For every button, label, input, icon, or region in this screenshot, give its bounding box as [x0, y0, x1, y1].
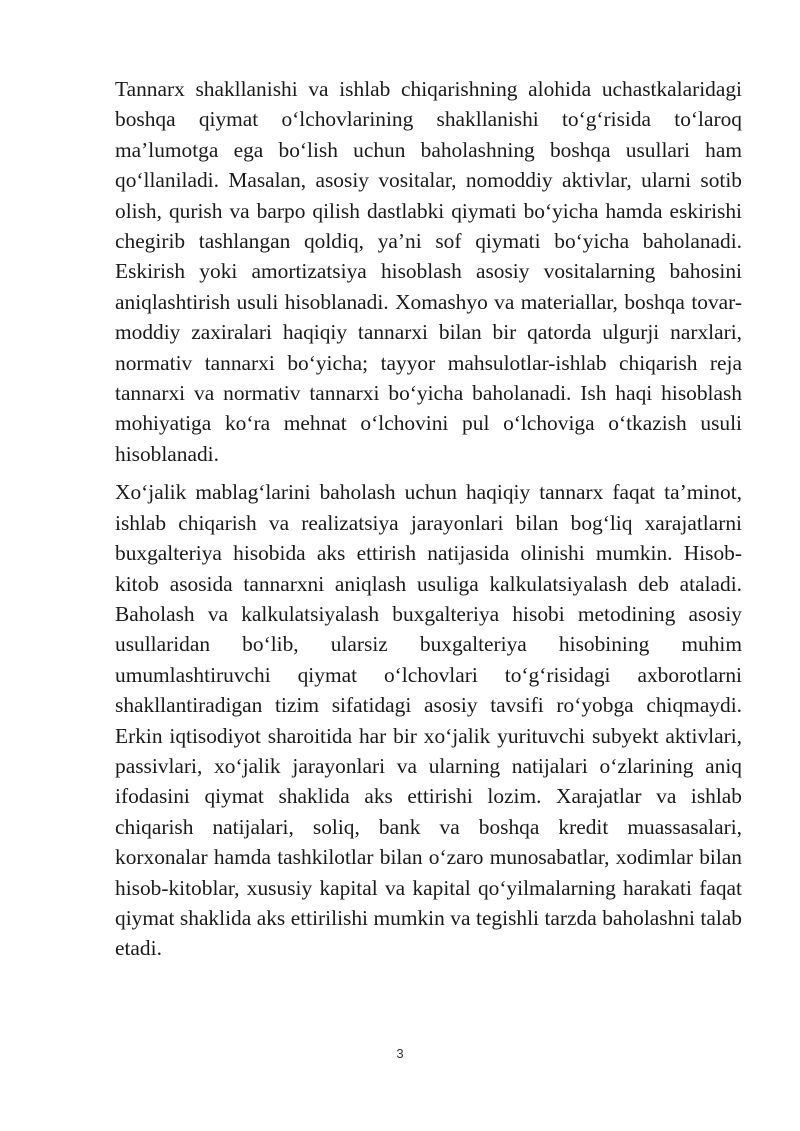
paragraph-2: Xo‘jalik mablag‘larini baholash uchun haqiqiy tannarx faqat ta’minot, ishlab chiqarish va realizatsiya jarayonlari bilan bog‘liq xarajatlarni buxgalteriya hisobida aks ettirish natijasida olinishi mumkin. Hisob-kitob asosida tannarxni aniqlash usuliga kalkulatsiyalash deb ataladi. Baholash va kalkulatsiyalash buxgalteriya hisobi metodining asosiy usullaridan bo‘lib, ularsiz buxgalteriya hisobining muhim umumlashtiruvchi qiymat o‘lchovlari to‘g‘risidagi axborotlarni shakllantiradigan tizim sifatidagi asosiy tavsifi ro‘yobga chiqmaydi. Erkin iqtisodiyot sharoitida har bir xo‘jalik yurituvchi subyekt aktivlari, passivlari, xo‘jalik jarayonlari va ularning natijalari o‘zlarining aniq ifodasini qiymat shaklida aks ettirishi lozim. Xarajatlar va ishlab chiqarish natijalari, soliq, bank va boshqa kredit muassasalari, korxonalar hamda tashkilotlar bilan o‘zaro munosabatlar, xodimlar bilan hisob-kitoblar, xususiy kapital va kapital qo‘yilmalarning harakati faqat qiymat shaklida aks ettirilishi mumkin va tegishli tarzda baholashni talab etadi.	[115, 480, 742, 961]
paragraph-1: Tannarx shakllanishi va ishlab chiqarishning alohida uchastkalaridagi boshqa qiymat o‘lchovlarining shakllanishi to‘g‘risida to‘laroq ma’lumotga ega bo‘lish uchun baholashning boshqa usullari ham qo‘llaniladi. Masalan, asosiy vositalar, nomoddiy aktivlar, ularni sotib olish, qurish va barpo qilish dastlabki qiymati bo‘yicha hamda eskirishi chegirib tashlangan qoldiq, ya’ni sof qiymati bo‘yicha baholanadi. Eskirish yoki amortizatsiya hisoblash asosiy vositalarning bahosini aniqlashtirish usuli hisoblanadi. Xomashyo va materiallar, boshqa tovar-moddiy zaxiralari haqiqiy tannarxi bilan bir qatorda ulgurji narxlari, normativ tannarxi bo‘yicha; tayyor mahsulotlar-ishlab chiqarish reja tannarxi va normativ tannarxi bo‘yicha baholanadi. Ish haqi hisoblash mohiyatiga ko‘ra mehnat o‘lchovini pul o‘lchoviga o‘tkazish usuli hisoblanadi.	[115, 77, 742, 466]
document-body	[115, 74, 742, 972]
page-number: 3	[396, 1046, 404, 1061]
